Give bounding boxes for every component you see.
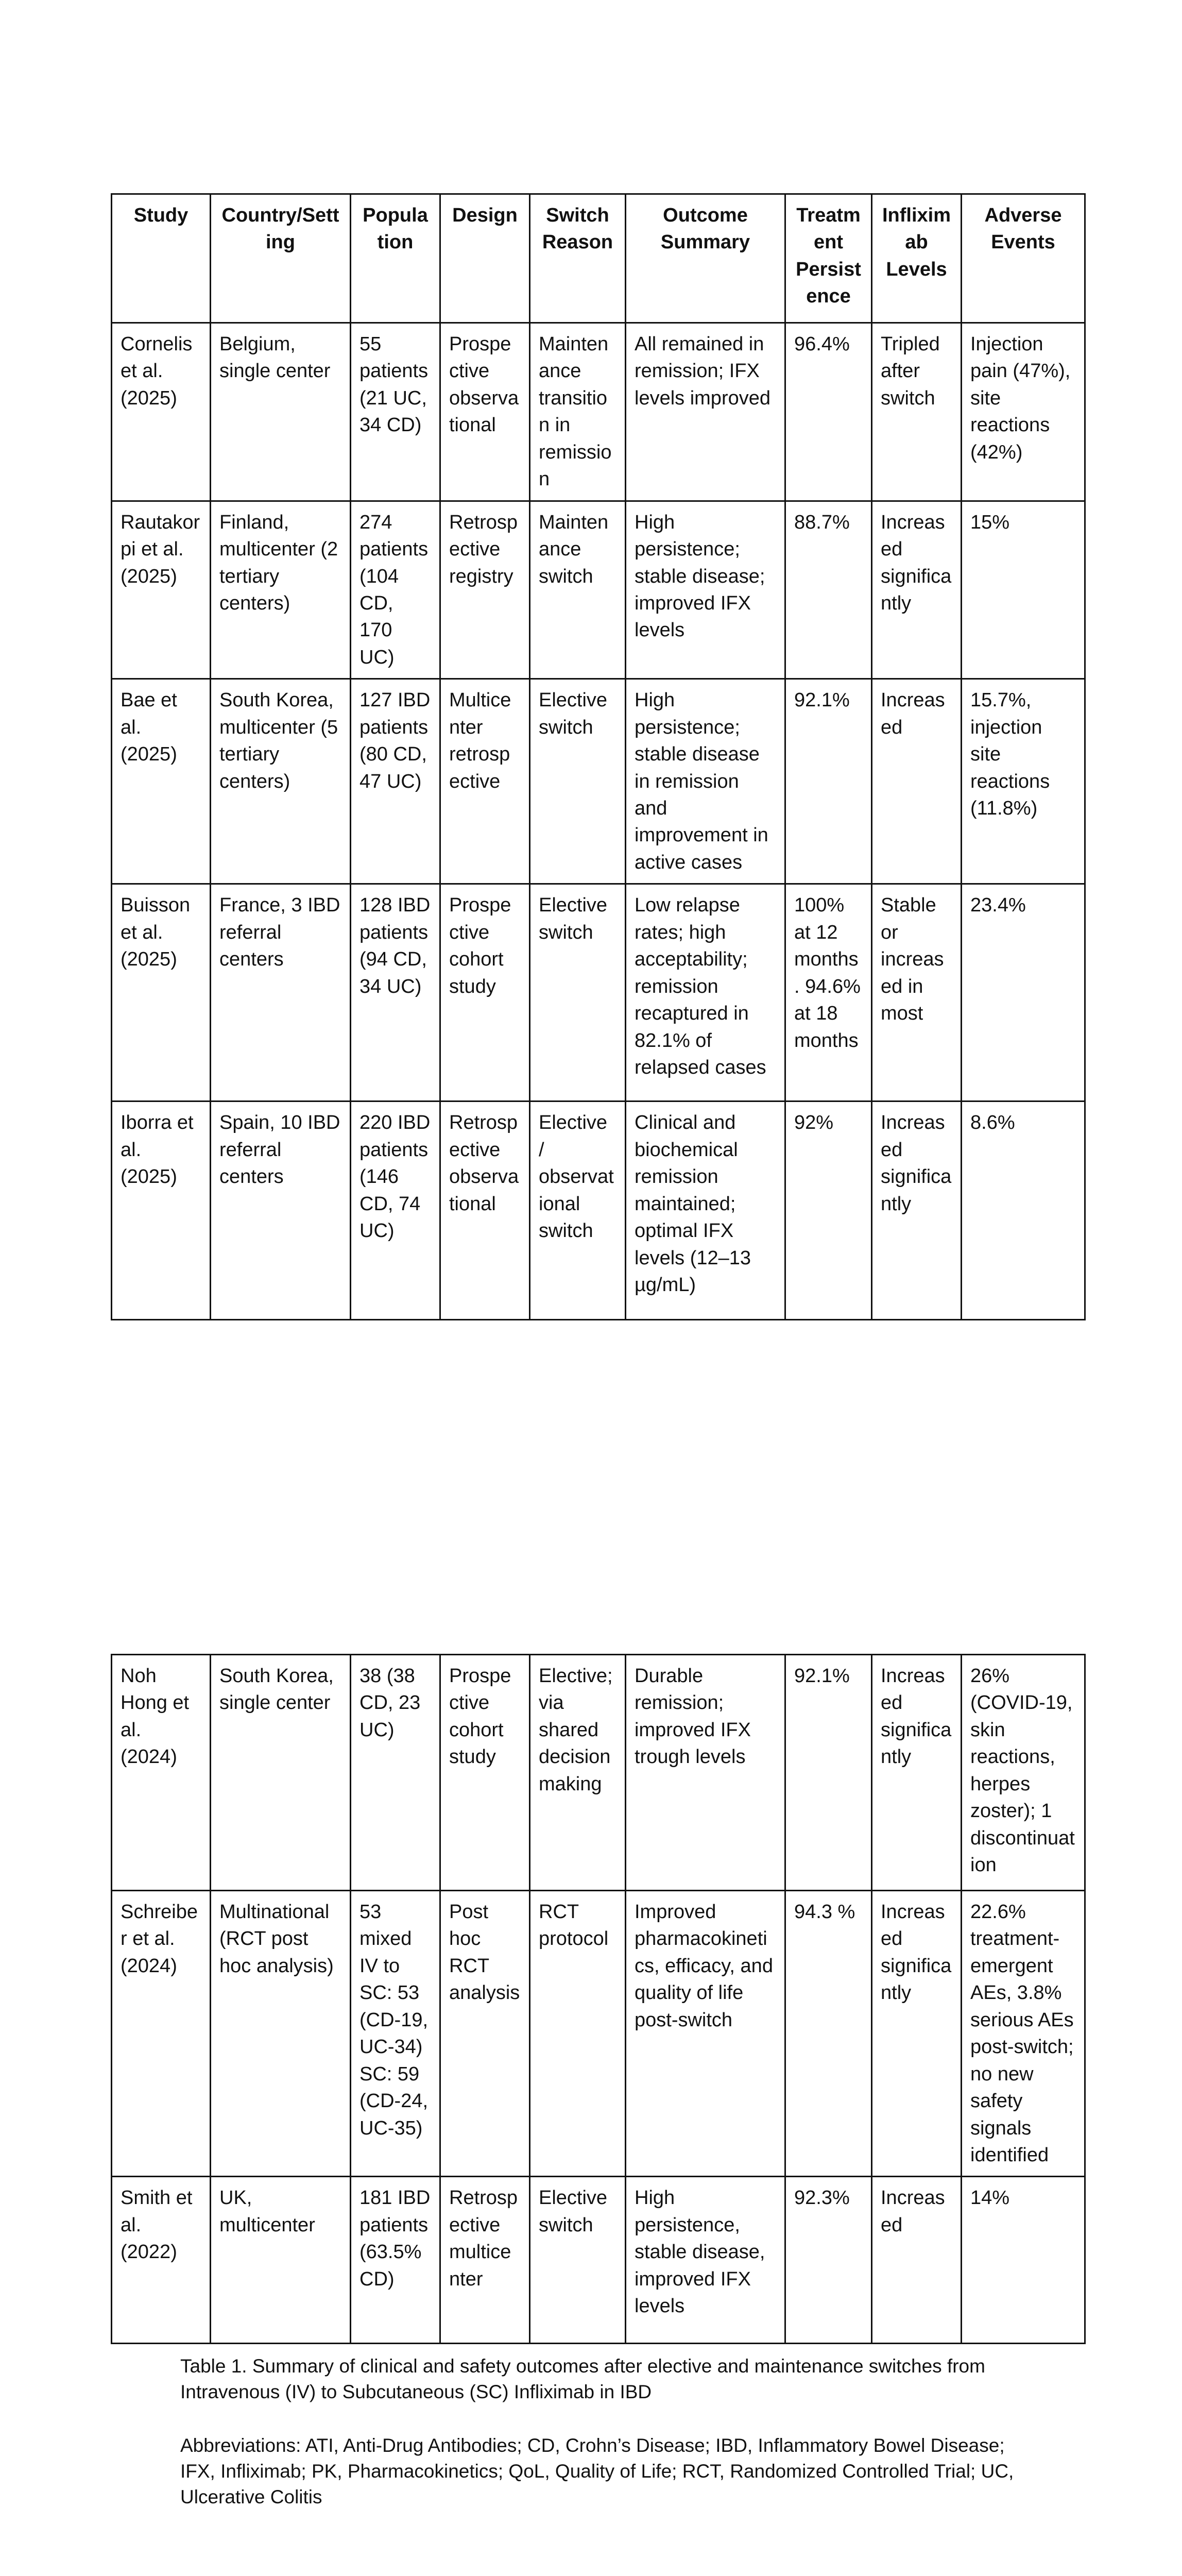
cell-study: Rautakorpi et al. (2025) xyxy=(112,501,211,679)
cell-design: Prospective observational xyxy=(440,323,530,501)
cell-outcome: Improved pharmacokinetics, efficacy, and quality of life post-switch xyxy=(626,1891,785,2177)
summary-table-part-2 xyxy=(111,1654,1086,2344)
cell-adverse-events: 15.7%, injection site reactions (11.8%) xyxy=(962,679,1085,884)
cell-population: 127 IBD patients (80 CD, 47 UC) xyxy=(351,679,440,884)
cell-study: Schreiber et al. (2024) xyxy=(112,1891,211,2177)
cell-outcome: Durable remission; improved IFX trough levels xyxy=(626,1655,785,1891)
table-row xyxy=(112,323,1085,501)
cell-population: 55 patients (21 UC, 34 CD) xyxy=(351,323,440,501)
cell-switch-reason: Maintenance transition in remission xyxy=(530,323,626,501)
abbreviations-note: Abbreviations: ATI, Anti-Drug Antibodies; CD, Crohn’s Disease; IBD, Inflammatory Bowel Disease; IFX, Infliximab; PK, Pharmacokinetics; QoL, Quality of Life; RCT, Randomized Controlled Trial; UC, Ulcerative Colitis xyxy=(180,2435,1014,2507)
cell-outcome: High persistence, stable disease, improved IFX levels xyxy=(626,2177,785,2344)
cell-persistence: 92% xyxy=(785,1101,872,1320)
cell-adverse-events: 15% xyxy=(962,501,1085,679)
table-caption: Table 1. Summary of clinical and safety outcomes after elective and maintenance switches from Intravenous (IV) to Subcutaneous (SC) Infliximab in IBD xyxy=(180,2355,985,2402)
cell-design: Retrospective multicenter xyxy=(440,2177,530,2344)
cell-country: Belgium, single center xyxy=(211,323,351,501)
header-country-setting: Country/Setting xyxy=(211,194,351,323)
table-row xyxy=(112,884,1085,1101)
cell-population: 220 IBD patients (146 CD, 74 UC) xyxy=(351,1101,440,1320)
cell-study: Smith et al. (2022) xyxy=(112,2177,211,2344)
cell-outcome: Clinical and biochemical remission maintained; optimal IFX levels (12–13 µg/mL) xyxy=(626,1101,785,1320)
table-row xyxy=(112,1891,1085,2177)
cell-population: 181 IBD patients (63.5% CD) xyxy=(351,2177,440,2344)
header-treatment-persistence: Treatment Persistence xyxy=(785,194,872,323)
cell-country: Spain, 10 IBD referral centers xyxy=(211,1101,351,1320)
header-population: Population xyxy=(351,194,440,323)
table-row xyxy=(112,1655,1085,1891)
cell-country: South Korea, single center xyxy=(211,1655,351,1891)
cell-outcome: All remained in remission; IFX levels improved xyxy=(626,323,785,501)
cell-design: Multicenter retrospective xyxy=(440,679,530,884)
table-row xyxy=(112,679,1085,884)
header-outcome-summary: Outcome Summary xyxy=(626,194,785,323)
cell-ifx-levels: Increased xyxy=(872,2177,962,2344)
cell-study: Noh Hong et al. (2024) xyxy=(112,1655,211,1891)
cell-persistence: 92.1% xyxy=(785,1655,872,1891)
cell-adverse-events: 23.4% xyxy=(962,884,1085,1101)
table-row xyxy=(112,1101,1085,1320)
cell-country: UK, multicenter xyxy=(211,2177,351,2344)
cell-population: 53 mixed IV to SC: 53 (CD-19, UC-34) SC: 59 (CD-24, UC-35) xyxy=(351,1891,440,2177)
cell-study: Cornelis et al. (2025) xyxy=(112,323,211,501)
cell-persistence: 88.7% xyxy=(785,501,872,679)
cell-persistence: 94.3 % xyxy=(785,1891,872,2177)
cell-design: Post hoc RCT analysis xyxy=(440,1891,530,2177)
header-switch-reason: Switch Reason xyxy=(530,194,626,323)
cell-switch-reason: RCT protocol xyxy=(530,1891,626,2177)
cell-adverse-events: 14% xyxy=(962,2177,1085,2344)
cell-country: Multinational (RCT post hoc analysis) xyxy=(211,1891,351,2177)
cell-ifx-levels: Tripled after switch xyxy=(872,323,962,501)
cell-outcome: High persistence; stable disease; improved IFX levels xyxy=(626,501,785,679)
cell-switch-reason: Elective switch xyxy=(530,2177,626,2344)
cell-persistence: 92.3% xyxy=(785,2177,872,2344)
cell-switch-reason: Elective switch xyxy=(530,679,626,884)
cell-switch-reason: Maintenance switch xyxy=(530,501,626,679)
cell-design: Retrospective observational xyxy=(440,1101,530,1320)
cell-country: Finland, multicenter (2 tertiary centers) xyxy=(211,501,351,679)
cell-ifx-levels: Increased significantly xyxy=(872,1655,962,1891)
cell-country: France, 3 IBD referral centers xyxy=(211,884,351,1101)
table-row xyxy=(112,501,1085,679)
cell-adverse-events: Injection pain (47%), site reactions (42%) xyxy=(962,323,1085,501)
cell-ifx-levels: Increased significantly xyxy=(872,1101,962,1320)
cell-outcome: High persistence; stable disease in remission and improvement in active cases xyxy=(626,679,785,884)
cell-population: 274 patients (104 CD, 170 UC) xyxy=(351,501,440,679)
cell-outcome: Low relapse rates; high acceptability; remission recaptured in 82.1% of relapsed cases xyxy=(626,884,785,1101)
cell-adverse-events: 26% (COVID-19, skin reactions, herpes zoster); 1 discontinuation xyxy=(962,1655,1085,1891)
cell-ifx-levels: Increased xyxy=(872,679,962,884)
cell-persistence: 96.4% xyxy=(785,323,872,501)
cell-ifx-levels: Increased significantly xyxy=(872,501,962,679)
cell-adverse-events: 22.6% treatment-emergent AEs, 3.8% serious AEs post-switch; no new safety signals identified xyxy=(962,1891,1085,2177)
header-infliximab-levels: Infliximab Levels xyxy=(872,194,962,323)
header-study: Study xyxy=(112,194,211,323)
cell-switch-reason: Elective switch xyxy=(530,884,626,1101)
header-design: Design xyxy=(440,194,530,323)
summary-table-part-1 xyxy=(111,193,1086,1320)
cell-design: Prospective cohort study xyxy=(440,1655,530,1891)
cell-population: 128 IBD patients (94 CD, 34 UC) xyxy=(351,884,440,1101)
cell-country: South Korea, multicenter (5 tertiary centers) xyxy=(211,679,351,884)
header-adverse-events: Adverse Events xyxy=(962,194,1085,323)
cell-study: Bae et al. (2025) xyxy=(112,679,211,884)
cell-design: Retrospective registry xyxy=(440,501,530,679)
cell-adverse-events: 8.6% xyxy=(962,1101,1085,1320)
cell-persistence: 100% at 12 months. 94.6% at 18 months xyxy=(785,884,872,1101)
cell-ifx-levels: Increased significantly xyxy=(872,1891,962,2177)
cell-design: Prospective cohort study xyxy=(440,884,530,1101)
cell-study: Iborra et al. (2025) xyxy=(112,1101,211,1320)
table-row xyxy=(112,2177,1085,2344)
cell-study: Buisson et al. (2025) xyxy=(112,884,211,1101)
cell-switch-reason: Elective; via shared decision making xyxy=(530,1655,626,1891)
cell-population: 38 (38 CD, 23 UC) xyxy=(351,1655,440,1891)
cell-ifx-levels: Stable or increased in most xyxy=(872,884,962,1101)
cell-persistence: 92.1% xyxy=(785,679,872,884)
table-header-row xyxy=(112,194,1085,323)
cell-switch-reason: Elective / observational switch xyxy=(530,1101,626,1320)
